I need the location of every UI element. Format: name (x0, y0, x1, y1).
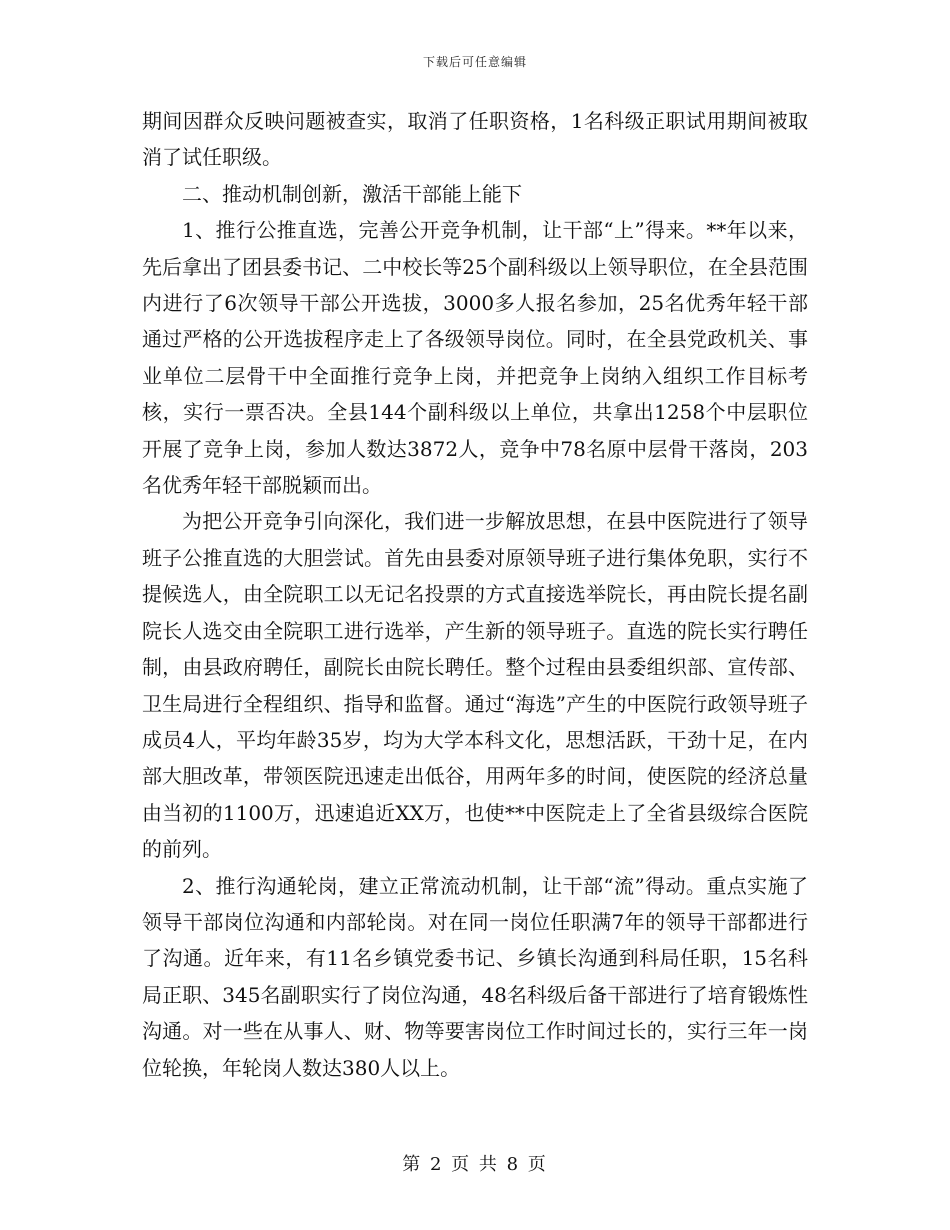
paragraph-hospital-election: 为把公开竞争引向深化，我们进一步解放思想，在县中医院进行了领导班子公推直选的大胆尝试。首先由县委对原领导班子进行集体免职，实行不提候选人，由全院职工以无记名投票的方式直接选举院长，再由院长提名副院长人选交由全院职工进行选举，产生新的领导班子。直选的院长实行聘任制，由县政府聘任，副院长由院长聘任。整个过程由县委组织部、宣传部、卫生局进行全程组织、指导和监督。通过“海选”产生的中医院行政领导班子成员4人，平均年龄35岁，均为大学本科文化，思想活跃，干劲十足，在内部大胆改革，带领医院迅速走出低谷，用两年多的时间，使医院的经济总量由当初的1100万，迅速追近XX万，也使**中医院走上了全省县级综合医院的前列。 (142, 509, 808, 862)
page-header: 下载后可任意编辑 (422, 55, 527, 69)
paragraph-rotation: 2、推行沟通轮岗，建立正常流动机制，让干部“流”得动。重点实施了领导干部岗位沟通和内部轮岗。对在同一岗位任职满7年的领导干部都进行了沟通。近年来，有11名乡镇党委书记、乡镇长沟通到科局任职，15名科局正职、345名副职实行了岗位沟通，48名科级后备干部进行了培育锻炼性沟通。对一些在从事人、财、物等要害岗位工作时间过长的，实行三年一岗位轮换，年轮岗人数达380人以上。 (142, 873, 808, 1080)
section-heading: 二、推动机制创新，激活干部能上能下 (182, 181, 522, 206)
page-number-footer: 第 2 页 共 8 页 (402, 1154, 548, 1175)
paragraph-public-election: 1、推行公推直选，完善公开竞争机制，让干部“上”得来。**年以来，先后拿出了团县委书记、二中校长等25个副科级以上领导职位，在全县范围内进行了6次领导干部公开选拔，3000多人报名参加，25名优秀年轻干部通过严格的公开选拔程序走上了各级领导岗位。同时，在全县党政机关、事业单位二层骨干中全面推行竞争上岗，并把竞争上岗纳入组织工作目标考核，实行一票否决。全县144个副科级以上单位，共拿出1258个中层职位开展了竞争上岗，参加人数达3872人，竞争中78名原中层骨干落岗，203名优秀年轻干部脱颖而出。 (142, 218, 808, 498)
paragraph-continuation: 期间因群众反映问题被查实，取消了任职资格，1名科级正职试用期间被取消了试任职级。 (142, 109, 808, 170)
document-body (142, 103, 808, 1086)
